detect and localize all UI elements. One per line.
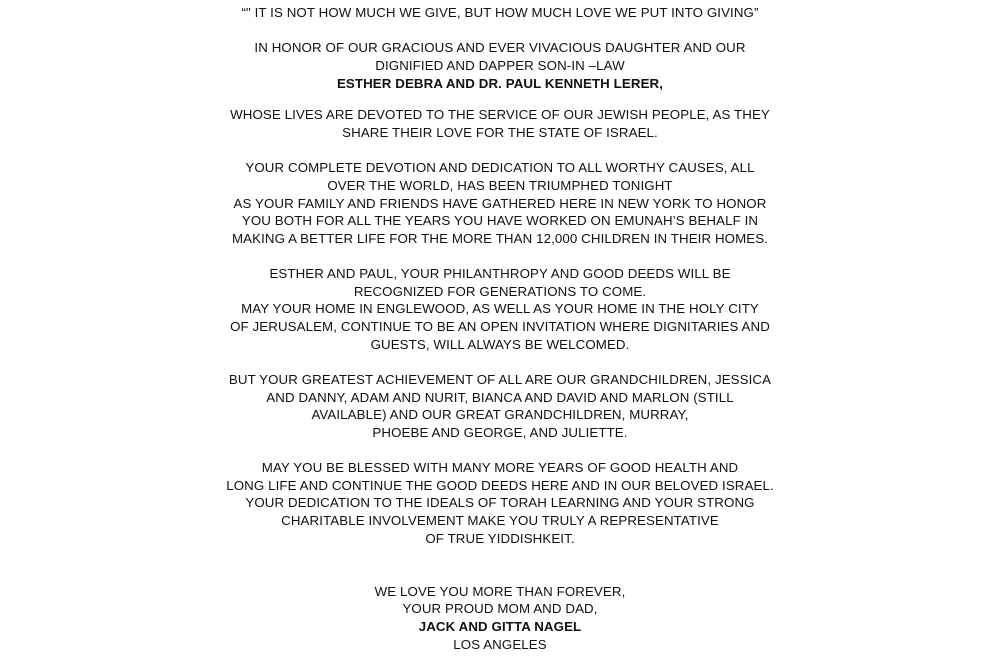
paragraph-4-line-4: PHOEBE AND GEORGE, AND JULIETTE.	[372, 425, 628, 440]
paragraph-2-line-5: MAKING A BETTER LIFE FOR THE MORE THAN 12,000 CHILDREN IN THEIR HOMES.	[231, 231, 769, 246]
paragraph-4-line-2: AND DANNY, ADAM AND NURIT, BIANCA AND DAVID AND MARLON (STILL	[266, 390, 734, 405]
paragraph-3-line-4: OF JERUSALEM, CONTINUE TO BE AN OPEN INVITATION WHERE DIGNITARIES AND	[230, 319, 770, 334]
opening-quote: “" IT IS NOT HOW MUCH WE GIVE, BUT HOW MUCH LOVE WE PUT INTO GIVING”	[241, 5, 759, 20]
paragraph-2-line-4: YOU BOTH FOR ALL THE YEARS YOU HAVE WORKED ON EMUNAH’S BEHALF IN	[241, 213, 759, 228]
paragraph-1-line-2: SHARE THEIR LOVE FOR THE STATE OF ISRAEL.	[342, 125, 658, 140]
paragraph-3-line-1: ESTHER AND PAUL, YOUR PHILANTHROPY AND GOOD DEEDS WILL BE	[269, 266, 731, 281]
honor-line-2: DIGNIFIED AND DAPPER SON-IN –LAW	[375, 58, 625, 73]
closing-line-2: YOUR PROUD MOM AND DAD,	[402, 601, 598, 616]
paragraph-3-line-2: RECOGNIZED FOR GENERATIONS TO COME.	[353, 284, 647, 299]
paragraph-4-line-3: AVAILABLE) AND OUR GREAT GRANDCHILDREN, MURRAY,	[311, 407, 689, 422]
paragraph-4-line-1: BUT YOUR GREATEST ACHIEVEMENT OF ALL ARE OUR GRANDCHILDREN, JESSICA	[228, 372, 772, 387]
paragraph-5-line-1: MAY YOU BE BLESSED WITH MANY MORE YEARS OF GOOD HEALTH AND	[261, 460, 739, 475]
paragraph-2-line-1: YOUR COMPLETE DEVOTION AND DEDICATION TO ALL WORTHY CAUSES, ALL	[245, 160, 755, 175]
closing-line-1: WE LOVE YOU MORE THAN FOREVER,	[374, 584, 626, 599]
paragraph-5-line-2: LONG LIFE AND CONTINUE THE GOOD DEEDS HERE AND IN OUR BELOVED ISRAEL.	[226, 478, 774, 493]
paragraph-3-line-5: GUESTS, WILL ALWAYS BE WELCOMED.	[370, 337, 630, 352]
paragraph-3-line-3: MAY YOUR HOME IN ENGLEWOOD, AS WELL AS YOUR HOME IN THE HOLY CITY	[241, 301, 759, 316]
signers-location: LOS ANGELES	[453, 637, 547, 652]
paragraph-5-line-5: OF TRUE YIDDISHKEIT.	[425, 531, 575, 546]
paragraph-2-line-3: AS YOUR FAMILY AND FRIENDS HAVE GATHERED HERE IN NEW YORK TO HONOR	[233, 196, 767, 211]
honor-line-1: IN HONOR OF OUR GRACIOUS AND EVER VIVACIOUS DAUGHTER AND OUR	[254, 40, 746, 55]
signers-name: JACK AND GITTA NAGEL	[418, 619, 582, 634]
paragraph-2-line-2: OVER THE WORLD, HAS BEEN TRIUMPHED TONIGHT	[327, 178, 673, 193]
paragraph-5-line-4: CHARITABLE INVOLVEMENT MAKE YOU TRULY A REPRESENTATIVE	[281, 513, 719, 528]
paragraph-5-line-3: YOUR DEDICATION TO THE IDEALS OF TORAH LEARNING AND YOUR STRONG	[245, 495, 755, 510]
honorees-name: ESTHER DEBRA AND DR. PAUL KENNETH LERER,	[336, 76, 664, 91]
paragraph-1-line-1: WHOSE LIVES ARE DEVOTED TO THE SERVICE OF OUR JEWISH PEOPLE, AS THEY	[230, 107, 770, 122]
